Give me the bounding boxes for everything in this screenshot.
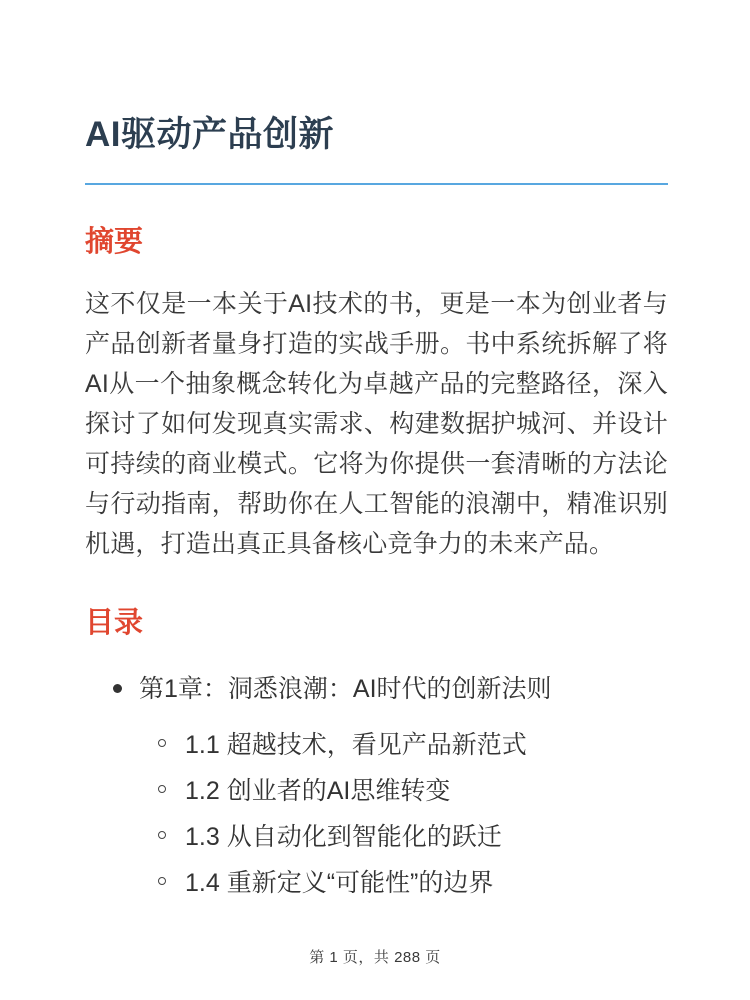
disc-bullet-icon (113, 684, 122, 693)
toc-subitem-label: 1.2 创业者的AI思维转变 (185, 777, 451, 805)
toc-sublist (85, 729, 668, 899)
circle-bullet-icon (158, 739, 166, 747)
toc-subitem (85, 867, 668, 899)
toc-chapter-label: 第1章：洞悉浪潮：AI时代的创新法则 (139, 675, 552, 703)
circle-bullet-icon (158, 785, 166, 793)
toc-subitem-label: 1.1 超越技术，看见产品新范式 (185, 731, 527, 759)
toc-chapter-item (85, 673, 668, 899)
circle-bullet-icon (158, 831, 166, 839)
title-divider (85, 183, 668, 185)
toc-list (85, 673, 668, 899)
circle-bullet-icon (158, 877, 166, 885)
abstract-heading: 摘要 (85, 226, 144, 258)
page-title: AI驱动产品创新 (85, 115, 335, 154)
toc-chapter-row (85, 673, 668, 705)
toc-subitem (85, 729, 668, 761)
toc-heading: 目录 (85, 607, 144, 639)
page-number-indicator: 第 1 页，共 288 页 (309, 949, 441, 966)
toc-subitem (85, 821, 668, 853)
toc-subitem-label: 1.4 重新定义“可能性”的边界 (185, 869, 494, 897)
toc-subitem-label: 1.3 从自动化到智能化的跃迁 (185, 823, 502, 851)
abstract-paragraph: 这不仅是一本关于AI技术的书，更是一本为创业者与产品创新者量身打造的实战手册。书中系统拆解了将AI从一个抽象概念转化为卓越产品的完整路径，深入探讨了如何发现真实需求、构建数据护城河、并设计可持续的商业模式。它将为你提供一套清晰的方法论与行动指南，帮助你在人工智能的浪潮中，精准识别机遇，打造出真正具备核心竞争力的未来产品。 (85, 290, 668, 558)
toc-subitem (85, 775, 668, 807)
